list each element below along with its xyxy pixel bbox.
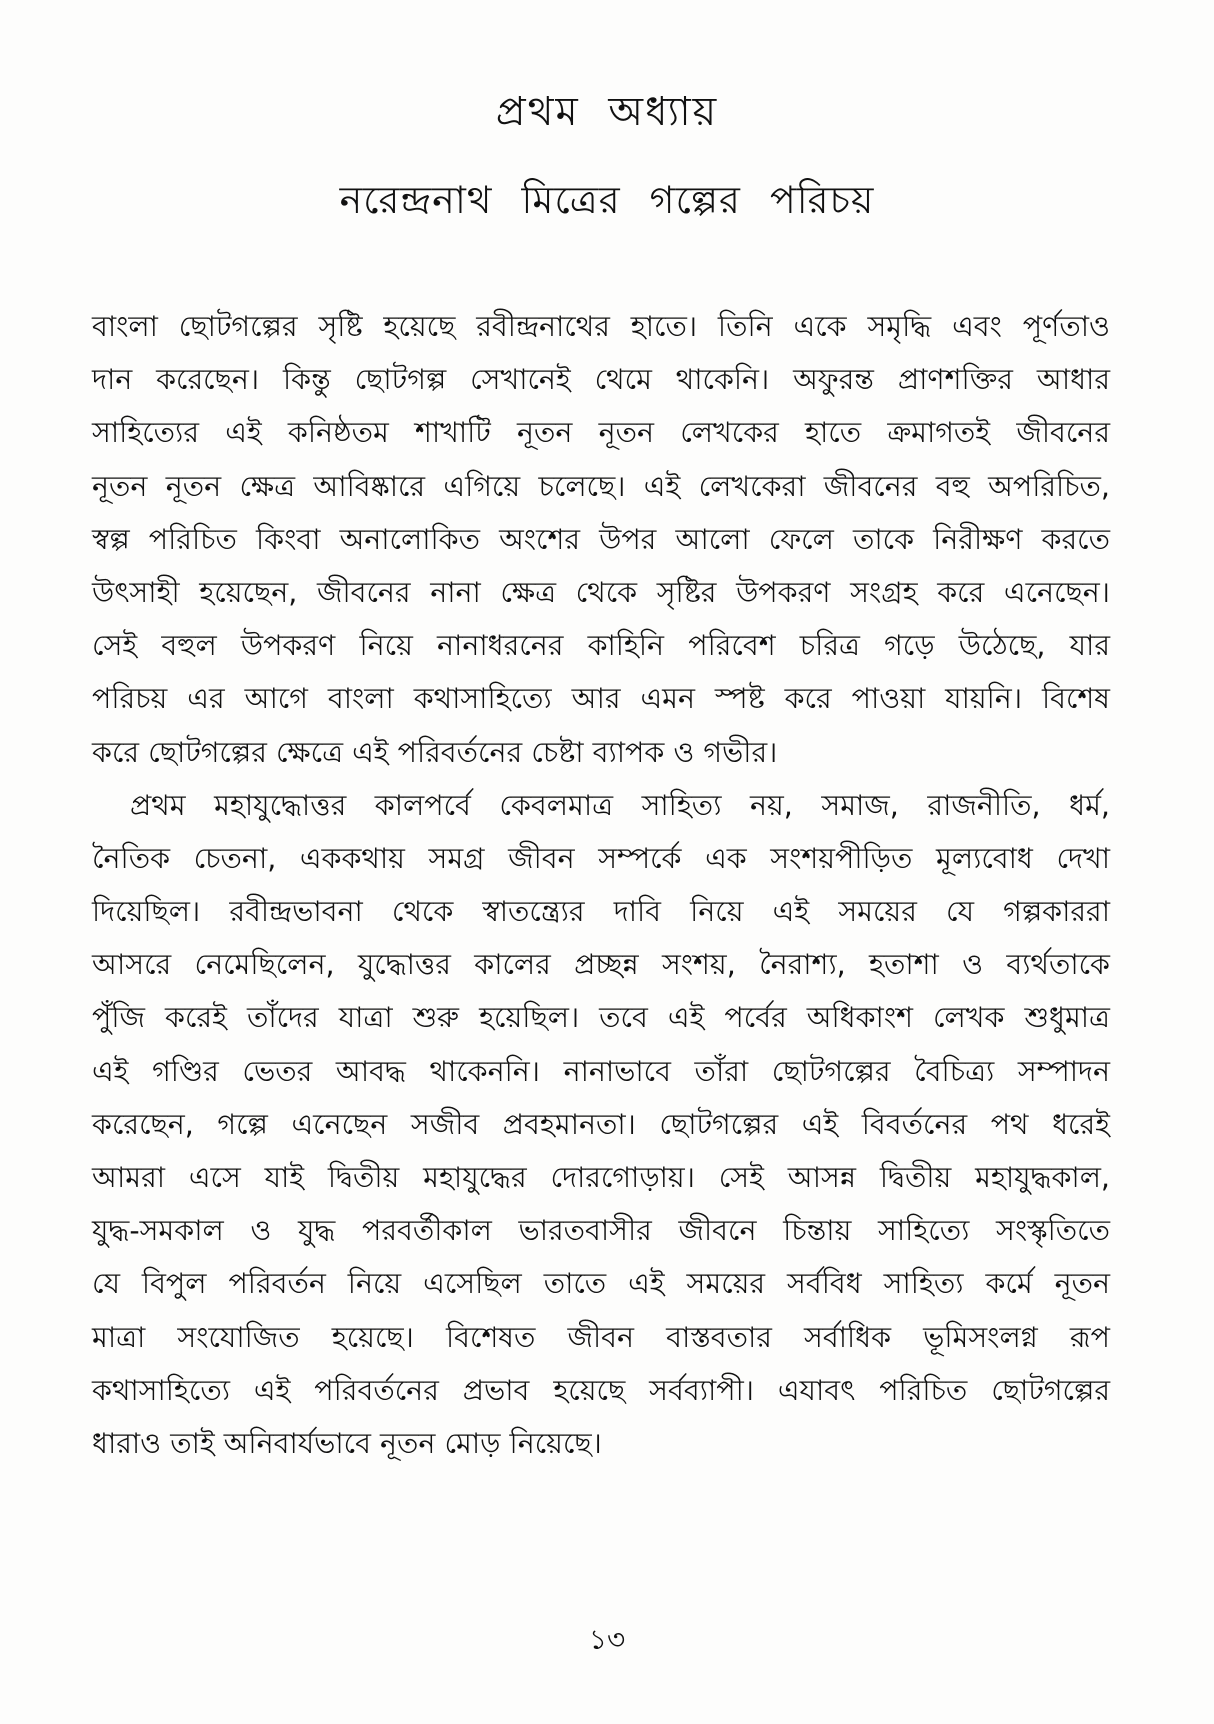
text-line: আসরে নেমেছিলেন, যুদ্ধোত্তর কালের প্রচ্ছন্ন সংশয়, নৈরাশ্য, হতাশা ও ব্যর্থতাকে [92,948,1110,982]
text-line: আমরা এসে যাই দ্বিতীয় মহাযুদ্ধের দোরগোড়ায়। সেই আসন্ন দ্বিতীয় মহাযুদ্ধকাল, [92,1161,1110,1194]
text-line: নূতন নূতন ক্ষেত্র আবিষ্কারে এগিয়ে চলেছে। এই লেখকেরা জীবনের বহু অপরিচিত, [92,469,1110,503]
paragraph-2 [92,779,1110,1470]
text-line: পরিচয় এর আগে বাংলা কথাসাহিত্যে আর এমন স্পষ্ট করে পাওয়া যায়নি। বিশেষ [92,682,1110,716]
text-line: স্বল্প পরিচিত কিংবা অনালোকিত অংশের উপর আলো ফেলে তাকে নিরীক্ষণ করতে [92,522,1110,556]
chapter-title: প্রথম অধ্যায় [495,89,719,135]
text-line: দিয়েছিল। রবীন্দ্রভাবনা থেকে স্বাতন্ত্র্যের দাবি নিয়ে এই সময়ের যে গল্পকাররা [92,895,1110,929]
text-line: যে বিপুল পরিবর্তন নিয়ে এসেছিল তাতে এই সময়ের সর্ববিধ সাহিত্য কর্মে নূতন [92,1267,1110,1301]
text-line: উৎসাহী হয়েছেন, জীবনের নানা ক্ষেত্র থেকে সৃষ্টির উপকরণ সংগ্রহ করে এনেছেন। [92,575,1110,609]
chapter-subtitle: নরেন্দ্রনাথ মিত্রের গল্পের পরিচয় [339,178,875,222]
text-line: সাহিত্যের এই কনিষ্ঠতম শাখাটি নূতন নূতন লেখকের হাতে ক্রমাগতই জীবনের [92,416,1110,450]
text-line: ধারাও তাই অনিবার্যভাবে নূতন মোড় নিয়েছে। [92,1426,602,1460]
text-line: প্রথম মহাযুদ্ধোত্তর কালপর্বে কেবলমাত্র সাহিত্য নয়, সমাজ, রাজনীতি, ধর্ম, [130,788,1110,822]
text-line: সেই বহুল উপকরণ নিয়ে নানাধরনের কাহিনি পরিবেশ চরিত্র গড়ে উঠেছে, যার [92,629,1110,663]
body-text [92,300,1110,1470]
text-line: যুদ্ধ-সমকাল ও যুদ্ধ পরবর্তীকাল ভারতবাসীর জীবনে চিন্তায় সাহিত্যে সংস্কৃতিতে [92,1214,1110,1248]
text-line: কথাসাহিত্যে এই পরিবর্তনের প্রভাব হয়েছে সর্বব্যাপী। এযাবৎ পরিচিত ছোটগল্পের [92,1373,1110,1407]
text-line: বাংলা ছোটগল্পের সৃষ্টি হয়েছে রবীন্দ্রনাথের হাতে। তিনি একে সমৃদ্ধি এবং পূর্ণতাও [92,310,1110,343]
paragraph-1 [92,300,1110,779]
text-line: দান করেছেন। কিন্তু ছোটগল্প সেখানেই থেমে থাকেনি। অফুরন্ত প্রাণশক্তির আধার [92,363,1110,397]
text-line: পুঁজি করেই তাঁদের যাত্রা শুরু হয়েছিল। তবে এই পর্বের অধিকাংশ লেখক শুধুমাত্র [92,1001,1110,1035]
text-line: করে ছোটগল্পের ক্ষেত্রে এই পরিবর্তনের চেষ্টা ব্যাপক ও গভীর। [92,735,778,769]
text-line: নৈতিক চেতনা, এককথায় সমগ্র জীবন সম্পর্কে এক সংশয়পীড়িত মূল্যবোধ দেখা [92,841,1110,875]
text-line: করেছেন, গল্পে এনেছেন সজীব প্রবহমানতা। ছোটগল্পের এই বিবর্তনের পথ ধরেই [92,1107,1110,1141]
text-line: মাত্রা সংযোজিত হয়েছে। বিশেষত জীবন বাস্তবতার সর্বাধিক ভূমিসংলগ্ন রূপ [92,1320,1110,1354]
text-line: এই গণ্ডির ভেতর আবদ্ধ থাকেননি। নানাভাবে তাঁরা ছোটগল্পের বৈচিত্র্য সম্পাদন [92,1054,1110,1088]
page-number: ১৩ [588,1623,626,1656]
